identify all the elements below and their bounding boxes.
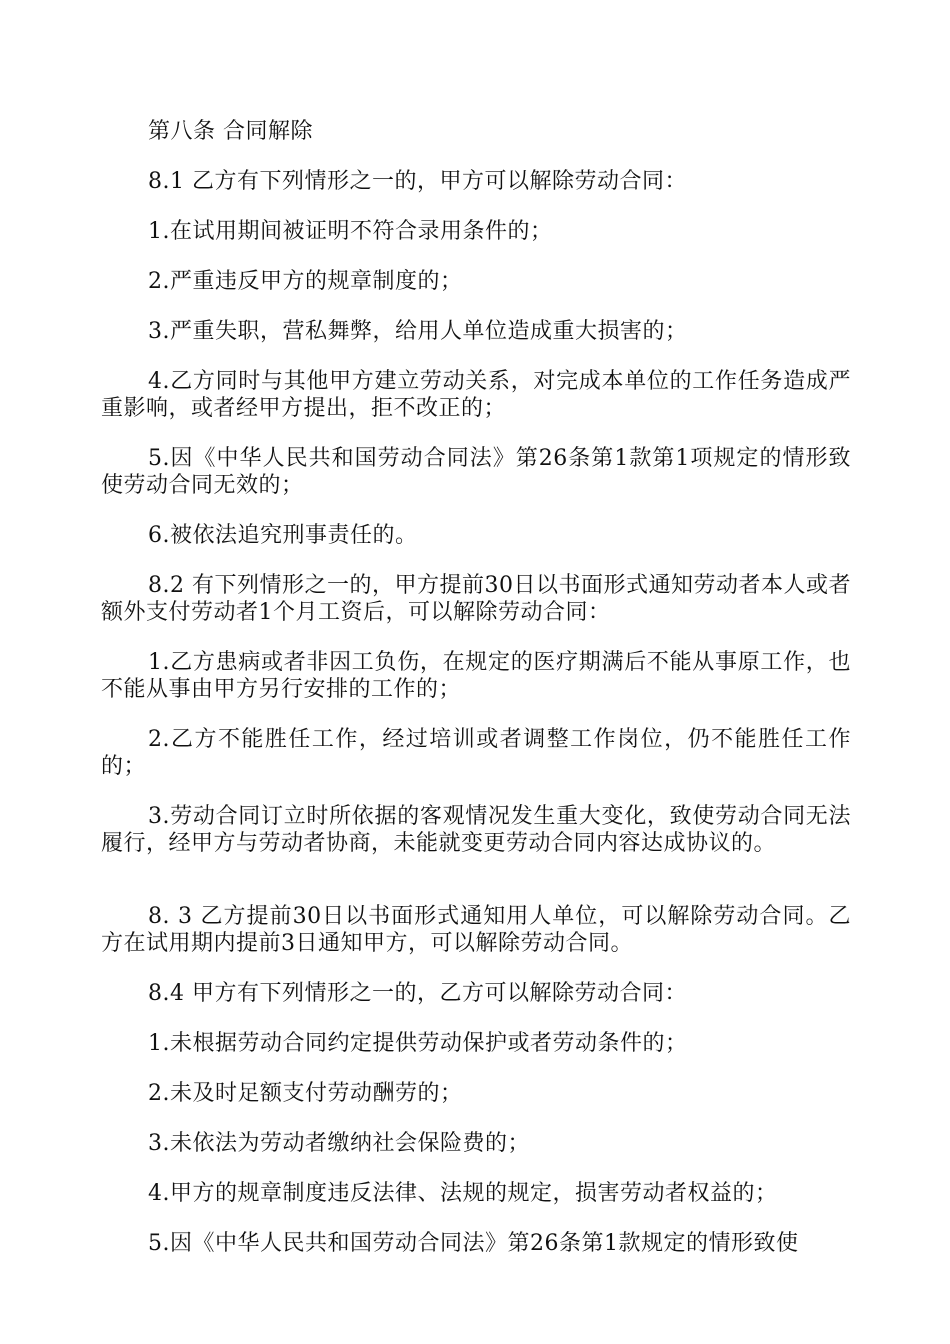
clause-8-4-item-5: 5.因《中华人民共和国劳动合同法》第26条第1款规定的情形致使 [148,1231,799,1256]
clause-8-1-item-4: 4.乙方同时与其他甲方建立劳动关系，对完成本单位的工作任务造成严重影响，或者经甲方提出，拒不改正的； [101,369,851,421]
clause-8-1-item-1: 1.在试用期间被证明不符合录用条件的； [148,219,553,244]
clause-8-1-item-2: 2.严重违反甲方的规章制度的； [148,269,463,294]
clause-8-4-item-3: 3.未依法为劳动者缴纳社会保险费的； [148,1131,530,1156]
clause-8-4-item-1: 1.未根据劳动合同约定提供劳动保护或者劳动条件的； [148,1031,688,1056]
clause-8-3: 8. 3 乙方提前30日以书面形式通知用人单位，可以解除劳动合同。乙方在试用期内提前3日通知甲方，可以解除劳动合同。 [101,904,851,956]
clause-8-4-item-4: 4.甲方的规章制度违反法律、法规的规定，损害劳动者权益的； [148,1181,778,1206]
clause-8-4-item-2: 2.未及时足额支付劳动酬劳的； [148,1081,463,1106]
clause-8-4: 8.4 甲方有下列情形之一的，乙方可以解除劳动合同： [148,981,687,1006]
document-page [101,118,851,1257]
clause-8-2-item-2: 2.乙方不能胜任工作，经过培训或者调整工作岗位，仍不能胜任工作的； [101,727,851,779]
clause-8-2: 8.2 有下列情形之一的，甲方提前30日以书面形式通知劳动者本人或者额外支付劳动者1个月工资后，可以解除劳动合同： [101,573,851,625]
clause-8-1: 8.1 乙方有下列情形之一的，甲方可以解除劳动合同： [148,169,687,194]
clause-8-1-item-3: 3.严重失职，营私舞弊，给用人单位造成重大损害的； [148,319,688,344]
clause-8-2-item-1: 1.乙方患病或者非因工负伤，在规定的医疗期满后不能从事原工作，也不能从事由甲方另行安排的工作的； [101,650,851,702]
clause-8-2-item-3: 3.劳动合同订立时所依据的客观情况发生重大变化，致使劳动合同无法履行，经甲方与劳动者协商，未能就变更劳动合同内容达成协议的。 [101,804,851,856]
clause-8-1-item-6: 6.被依法追究刑事责任的。 [148,523,418,548]
clause-8-1-item-5: 5.因《中华人民共和国劳动合同法》第26条第1款第1项规定的情形致使劳动合同无效的； [101,446,851,498]
article-title: 第八条 合同解除 [148,119,313,144]
